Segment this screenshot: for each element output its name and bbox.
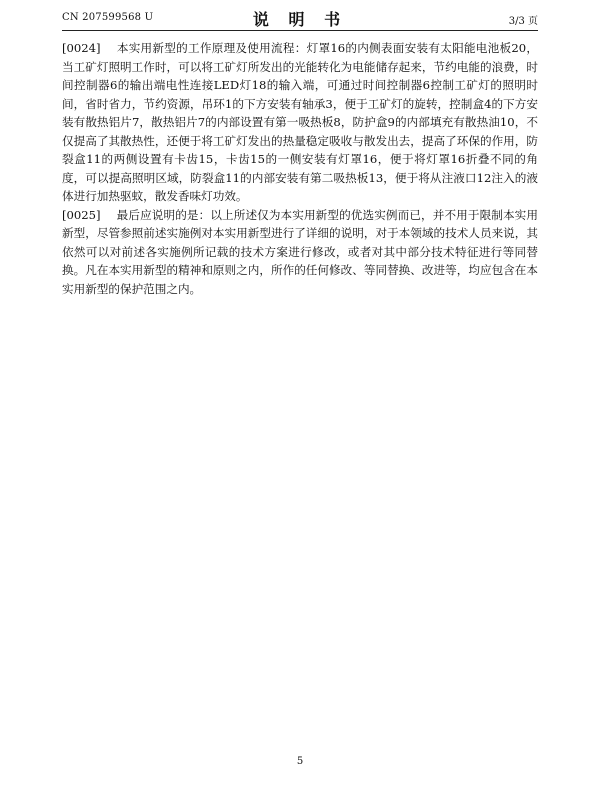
page-number: 5: [296, 756, 304, 767]
paragraph-0025: [62, 206, 538, 299]
header-divider: [62, 30, 538, 31]
paragraph-text: 本实用新型的工作原理及使用流程：灯罩16的内侧表面安装有太阳能电池板20，当工矿灯照明工作时，可以将工矿灯所发出的光能转化为电能储存起来，节约电能的浪费，时间控制器6的输出端电性连接LED灯18的输入端，可通过时间控制器6控制工矿灯的照明时间，省时省力，节约资源，吊环1的下方安装有轴承3，便于工矿灯的旋转，控制盒4的下方安装有散热铝片7，散热铝片7的内部设置有第一吸热板8，防护盒9的内部填充有散热油10，不仅提高了其散热性，还便于将工矿灯发出的热量稳定吸收与散发出去，提高了环保的作用，防裂盒11的两侧设置有卡齿15，卡齿15的一侧安装有灯罩16，便于将灯罩16折叠不同的角度，可以提高照明区域，防裂盒11的内部安装有第二吸热板13，便于将从注液口12注入的液体进行加热驱蚊，散发香味灯功效。: [62, 41, 538, 203]
document-title: 说 明 书: [252, 10, 348, 29]
document-body: [62, 39, 538, 298]
paragraph-number: [0025]: [62, 207, 101, 222]
page-header: [62, 7, 538, 29]
paragraph-number: [0024]: [62, 41, 101, 55]
patent-number: CN 207599568 U: [62, 12, 154, 23]
paragraph-0024: [62, 39, 538, 206]
page-indicator: 3/3 页: [508, 16, 538, 27]
paragraph-text: 最后应说明的是：以上所述仅为本实用新型的优选实例而已，并不用于限制本实用新型，尽管参照前述实施例对本实用新型进行了详细的说明，对于本领域的技术人员来说，其依然可以对前述各实施例所记载的技术方案进行修改，或者对其中部分技术特征进行等同替换。凡在本实用新型的精神和原则之内，所作的任何修改、等同替换、改进等，均应包含在本实用新型的保护范围之内。: [62, 207, 538, 296]
